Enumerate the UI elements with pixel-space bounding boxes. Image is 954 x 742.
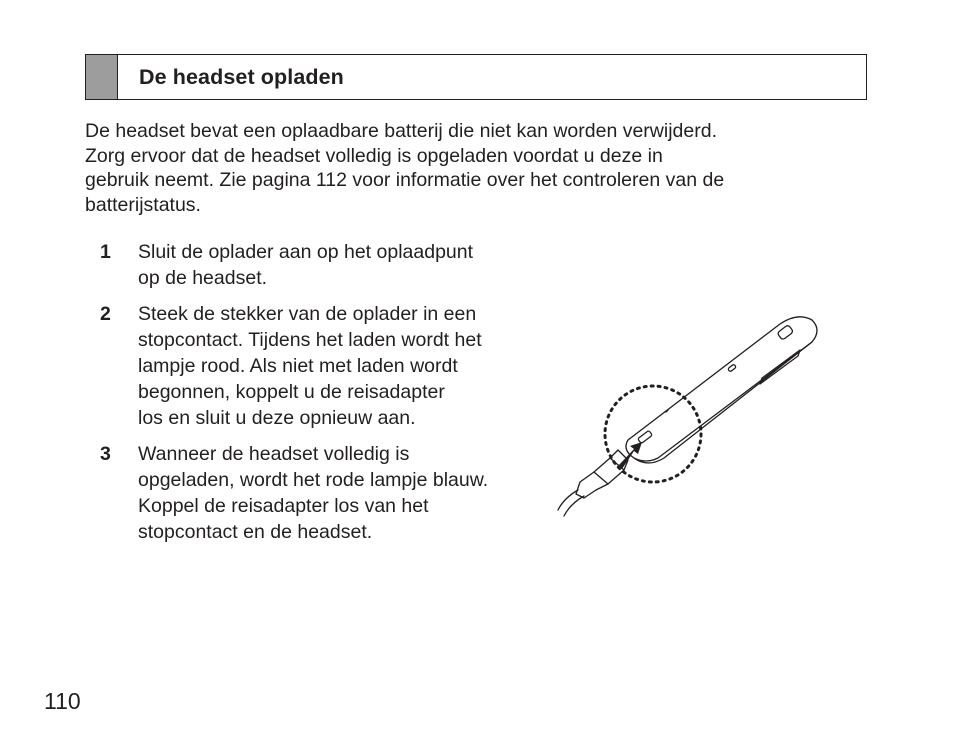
intro-line: batterijstatus. (85, 193, 201, 216)
step-line: begonnen, koppelt u de reisadapter (138, 381, 445, 403)
step-line: lampje rood. Als niet met laden wordt (138, 355, 458, 377)
step-line: los en sluit u deze opnieuw aan. (138, 407, 416, 429)
step-line: Sluit de oplader aan op het oplaadpunt (138, 241, 474, 263)
step-number: 3 (100, 443, 111, 465)
page-number: 110 (44, 688, 81, 714)
step-text (138, 301, 560, 431)
step-line: Wanneer de headset volledig is (138, 443, 410, 465)
step-line: Steek de stekker van de oplader in een (138, 303, 477, 325)
step-line: op de headset. (138, 267, 268, 289)
intro-line: De headset bevat een oplaadbare batterij die niet kan worden verwijderd. (85, 120, 717, 142)
charger-cable (564, 496, 584, 516)
intro-line: Zorg ervoor dat de headset volledig is opgeladen voordat u deze in (85, 144, 663, 167)
insert-arrow (618, 442, 642, 469)
step-line: stopcontact. Tijdens het laden wordt het (138, 329, 482, 351)
step-line: Koppel de reisadapter los van het (138, 495, 429, 517)
headset-charging-illustration (550, 312, 830, 522)
headset-indicator (728, 364, 737, 372)
step-number: 2 (100, 303, 111, 325)
intro-paragraph (85, 119, 865, 217)
step-line: stopcontact en de headset. (138, 521, 373, 543)
step-text (138, 239, 560, 291)
section-header (85, 54, 867, 100)
charger-cable (558, 490, 578, 510)
headset-button (777, 325, 794, 341)
section-title: De headset opladen (139, 64, 344, 89)
charger-plug (594, 458, 624, 484)
step-item (100, 441, 560, 545)
step-number: 1 (100, 241, 111, 263)
step-line: opgeladen, wordt het rode lampje blauw. (138, 469, 489, 491)
step-text (138, 441, 560, 545)
headset-edge (634, 342, 812, 461)
headset-body (626, 317, 817, 463)
step-item (100, 239, 560, 291)
intro-line: gebruik neemt. Zie pagina 112 voor informatie over het controleren van de (85, 169, 725, 191)
charger-strain-relief (576, 472, 608, 498)
step-item (100, 301, 560, 431)
highlight-circle (605, 386, 701, 482)
charging-port (638, 430, 653, 443)
steps-list (100, 239, 560, 555)
section-marker (86, 55, 118, 99)
